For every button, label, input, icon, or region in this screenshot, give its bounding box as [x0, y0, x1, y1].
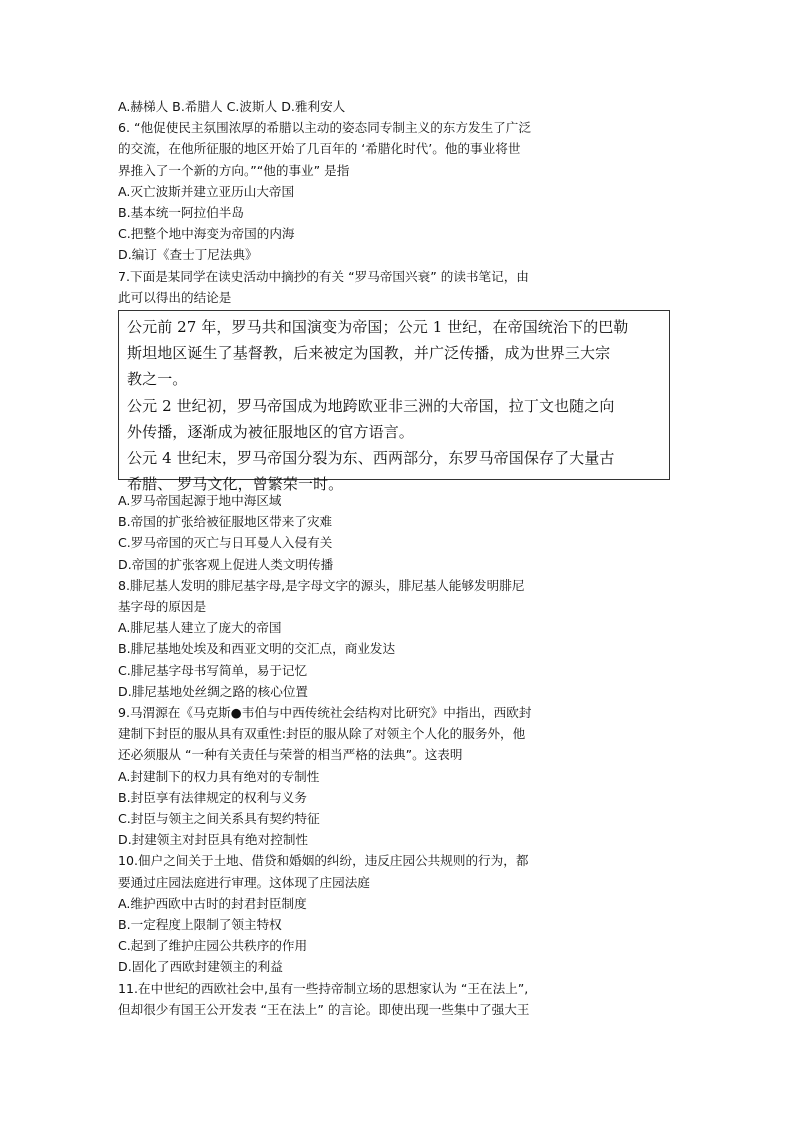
q7-box-line-5: 外传播，逐渐成为被征服地区的官方语言。 — [127, 422, 414, 441]
q10-option-b: B.一定程度上限制了领主特权 — [118, 917, 282, 933]
q8-stem-line-1: 8.腓尼基人发明的腓尼基字母,是字母文字的源头，腓尼基人能够发明腓尼 — [118, 577, 525, 593]
q9-option-c: C.封臣与领主之间关系具有契约特征 — [118, 811, 320, 827]
q6-stem-line-3: 界推入了一个新的方向。”“他的事业” 是指 — [118, 162, 350, 178]
q7-box-line-4: 公元 2 世纪初，罗马帝国成为地跨欧亚非三洲的大帝国，拉丁文也随之向 — [127, 396, 615, 415]
q6-option-c: C.把整个地中海变为帝国的内海 — [118, 226, 295, 242]
q7-option-c: C.罗马帝国的灭亡与日耳曼人入侵有关 — [118, 535, 333, 551]
q10-option-d: D.固化了西欧封建领主的利益 — [118, 959, 283, 975]
q7-reading-notes-box — [118, 310, 670, 494]
q8-option-b: B.腓尼基地处埃及和西亚文明的交汇点，商业发达 — [118, 641, 396, 657]
q9-stem-line-3: 还必须服从 “一种有关责任与荣誉的相当严格的法典”。这表明 — [118, 747, 463, 763]
question-block-bottom — [118, 490, 598, 1020]
q6-option-a: A.灭亡波斯并建立亚历山大帝国 — [118, 183, 295, 199]
q6-stem-line-1: 6. “他促使民主氛围浓厚的希腊以主动的姿态同专制主义的东方发生了广泛 — [118, 120, 531, 136]
q7-stem-line-2: 此可以得出的结论是 — [118, 289, 232, 305]
q9-option-a: A.封建制下的权力具有绝对的专制性 — [118, 768, 320, 784]
q10-option-a: A.维护西欧中古时的封君封臣制度 — [118, 895, 307, 911]
q6-option-d: D.编订《查士丁尼法典》 — [118, 247, 258, 263]
q7-box-line-3: 教之一。 — [127, 370, 188, 389]
q11-stem-line-1: 11.在中世纪的西欧社会中,虽有一些持帝制立场的思想家认为 “王在法上”, — [118, 980, 529, 996]
q7-box-line-6: 公元 4 世纪末，罗马帝国分裂为东、西两部分，东罗马帝国保存了大量古 — [127, 449, 615, 468]
q7-box-line-7: 希腊、 罗马文化，曾繁荣一时。 — [127, 475, 344, 494]
q11-stem-line-2: 但却很少有国王公开发表 “王在法上” 的言论。即使出现一些集中了强大王 — [118, 1001, 530, 1017]
q8-option-a: A.腓尼基人建立了庞大的帝国 — [118, 620, 282, 636]
q8-stem-line-2: 基字母的原因是 — [118, 599, 207, 615]
q6-stem-line-2: 的交流，在他所征服的地区开始了几百年的 ‘希腊化时代’。他的事业将世 — [118, 141, 521, 157]
q7-box-line-2: 斯坦地区诞生了基督教，后来被定为国教，并广泛传播，成为世界三大宗 — [127, 344, 611, 363]
q9-stem-line-2: 建制下封臣的服从具有双重性:封臣的服从除了对领主个人化的服务外，他 — [118, 726, 526, 742]
q9-option-b: B.封臣享有法律规定的权利与义务 — [118, 789, 307, 805]
q8-option-c: C.腓尼基字母书写简单，易于记忆 — [118, 662, 308, 678]
q7-option-a: A.罗马帝国起源于地中海区域 — [118, 493, 282, 508]
question-block-top — [118, 96, 598, 308]
q9-option-d: D.封建领主对封臣具有绝对控制性 — [118, 832, 309, 848]
q10-stem-line-2: 要通过庄园法庭进行审理。这体现了庄园法庭 — [118, 874, 370, 890]
q10-option-c: C.起到了维护庄园公共秩序的作用 — [118, 938, 308, 954]
q9-stem-line-1: 9.马渭源在《马克斯●韦伯与中西传统社会结构对比研究》中指出，西欧封 — [118, 705, 532, 721]
q5-options: A.赫梯人 B.希腊人 C.波斯人 D.雅利安人 — [118, 99, 346, 114]
q7-box-line-1: 公元前 27 年，罗马共和国演变为帝国；公元 1 世纪，在帝国统治下的巴勒 — [127, 318, 629, 336]
q8-option-d: D.腓尼基地处丝绸之路的核心位置 — [118, 683, 309, 699]
q7-option-d: D.帝国的扩张客观上促进人类文明传播 — [118, 556, 334, 572]
q10-stem-line-1: 10.佃户之间关于土地、借贷和婚姻的纠纷，违反庄园公共规则的行为，都 — [118, 853, 529, 869]
q7-option-b: B.帝国的扩张给被征服地区带来了灾难 — [118, 514, 333, 530]
q7-stem-line-1: 7.下面是某同学在读史活动中摘抄的有关 “罗马帝国兴衰” 的读书笔记，由 — [118, 268, 529, 284]
q6-option-b: B.基本统一阿拉伯半岛 — [118, 205, 244, 221]
